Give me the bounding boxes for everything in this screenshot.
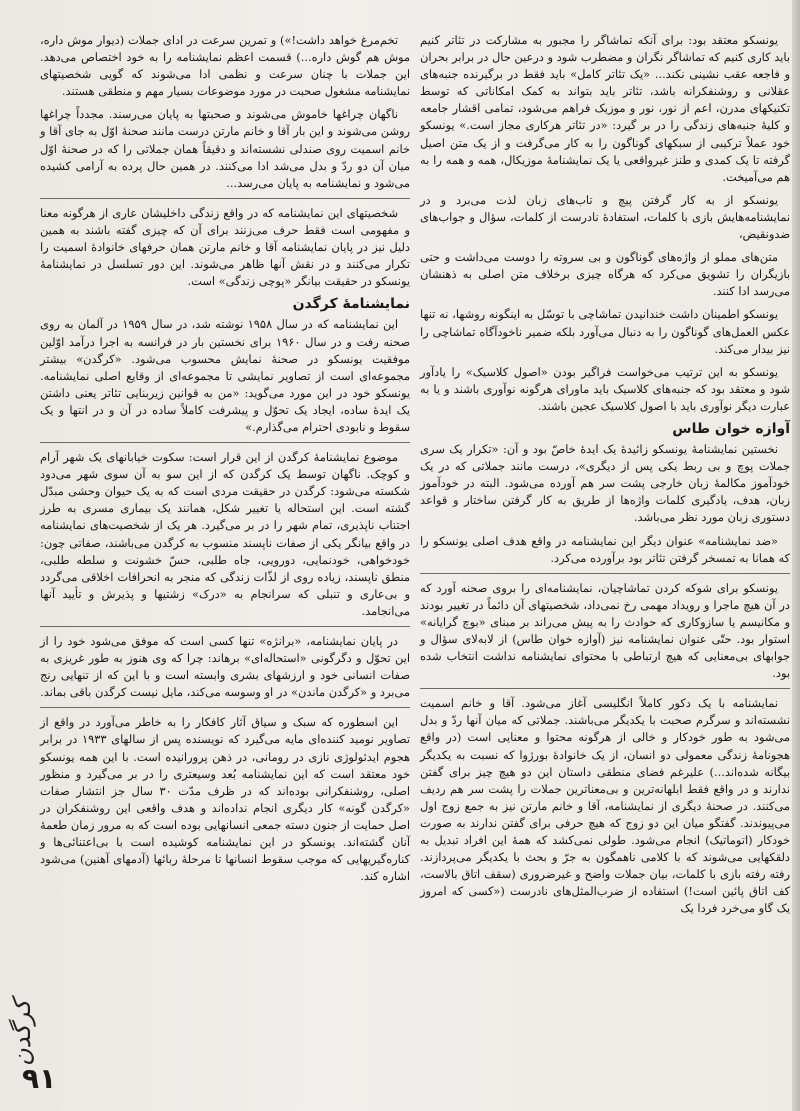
left-column [40,32,410,891]
magazine-logo: کرگدن [8,1000,36,1067]
paragraph: موضوع نمایشنامهٔ کرگدن از این قرار است: سکوت خیابانهای یک شهر آرام و کوچک. ناگهان توسط یک کرگدن که از این سو به آن سوی شهر می‌دود شکسته می‌شود: کرگدن در حقیقت مردی است که به یک حیوان وحشی مبدّل گشته است. این استحاله یا تغییر شکل، همانند یک بیماری مسری به طرز اجتناب ناپذیری، تمام شهر را در بر می‌گیرد. هر یک از شخصیت‌های نمایشنامه در واقع بیانگر یکی از صفات ناپسند منسوب به کرگدن می‌باشند، صفاتی چون: خودخواهی، خودنمایی، دورویی، جاه طلبی، حسّ خشونت و سلطه طلبی، منطق ناپسند، زیاده روی از لذّات زندگی که منجر به انحرافات اخلاقی می‌گردد و بی‌عاری و تنبلی که سرانجام به «درک» زشتیها و پذیرش و تأیید آنها می‌انجامد. [40,450,410,618]
page-number: ۹۱ [22,1062,57,1095]
paragraph: یونسکو به این ترتیب می‌خواست فراگیر بودن «اصول کلاسیک» را یادآور شود و معتقد بود که جنبه‌های کلاسیک باید ماورای هرگونه نوآوری باشند و یا به عبارت دیگر نوآوری باید با اصول کلاسیک عجین باشند. [420,364,790,413]
divider [420,688,790,689]
paragraph: نمایشنامه با یک دکور کاملاً انگلیسی آغاز می‌شود. آقا و خانم اسمیت نشسته‌اند و سرگرم صحبت با یکدیگر می‌باشند. جملاتی که میان آنها ردّ و بدل می‌شود به طور خودکار و خالی از هرگونه محتوا و معنایی است (در واقع هجونامهٔ زندگی معمولی دو انسان، از یک خانوادهٔ بورژوا که نسبت به یکدیگر بیگانه شده‌اند...) علیرغم فضای منطقی داستان این دو هیچ چیز برای گفتن ندارند و در واقع فقط ابلهانه‌ترین و بی‌معناترین جملات را پشت سر هم ردیف می‌کنند. در صحنهٔ دیگری از نمایشنامه، آقا و خانم مارتن نیز به جمع زوج اول می‌پیوندند. گفتگو میان این دو زوج که هیچ حرفی برای گفتن ندارند به صورت خودکار (اتوماتیک) انجام می‌شود. طولی نمی‌کشد که همهٔ این افراد تبدیل به دلقکهایی می‌شوند که با کلامی ناهمگون به جرّ و بحث با یکدیگر می‌پردازند. رفته رفته بازی با کلمات، بیان جملات واضح و غیرضروری (سقف اتاق بالاست، کف اتاق پائین است!) استفاده از ضرب‌المثل‌های نادرست («کسی که امروز یک گاو می‌خرد فردا یک [420,696,790,916]
paragraph: یونسکو برای شوکه کردن تماشاچیان، نمایشنامه‌ای را بروی صحنه آورد که در آن هیچ ماجرا و رویداد مهمی رخ نمی‌داد، شخصیتهای آن دائماً در تغییر بودند و مکانیسم یا سازوکاری که حوادث را به پیش می‌راند بر مبنای «بوچ گرایانه» استوار بود. حتّی عنوان نمایشنامه نیز (آوازه خوان طاس) از لابه‌لای سؤال و جوابهای بی‌معنایی که هیچ ارتباطی با محتوای نمایشنامه نداشت انتخاب شده بود. [420,580,790,681]
section-heading-rhinoceros: نمایشنامهٔ کرگدن [292,296,410,313]
paragraph: «ضد نمایشنامه» عنوان دیگر این نمایشنامه در واقع هدف اصلی یونسکو را که همانا به تمسخر گرفتن تئاتر بود برآورده می‌کرد. [420,533,790,565]
right-column [420,32,790,924]
paragraph: یونسکو اطمینان داشت خندانیدن تماشاچی با توسّل به اینگونه روشها، نه تنها عکس العمل‌های گوناگون را به دنبال می‌آورد بلکه ضمیر ناخودآگاه تماشاچی را نیز بیدار می‌کند. [420,307,790,356]
paragraph: نخستین نمایشنامهٔ یونسکو زائیدهٔ یک ایدهٔ خاصّ بود و آن: «تکرار یک سری جملات پوچ و بی ربط یکی پس از دیگری»، درست مانند جملاتی که در یک خودآموز مکالمهٔ زبان خارجی پشت سر هم آورده می‌شود. البته در خودآموز زبان، هدف، یادگیری کلمات واژه‌ها از طریق به کار گرفتن ساختار و قواعد دستوری زبان مورد نظر می‌باشد. [420,442,790,525]
divider [40,198,410,199]
section-heading-bald-soprano: آوازه خوان طاس [672,420,790,437]
paragraph: یونسکو از به کار گرفتن پیچ و تاب‌های زبان لذت می‌برد و در نمایشنامه‌هایش بازی با کلمات، استفادهٔ نادرست از کلمات، سؤال و جواب‌های ضدونقیض، [420,192,790,242]
paragraph: در پایان نمایشنامه، «برانژه» تنها کسی است که موفق می‌شود خود را از این تحوّل و دگرگونی «استحاله‌ای» برهاند: چرا که وی هنوز به طور غریزی به صفات انسانی خود و ارزشهای بشری وابسته است و با این که از تنهایی رنج می‌برد و «کرگدن ماندن» در او وسوسه می‌کند، مایل نیست کرگدن باقی بماند. [40,634,410,700]
paragraph: این نمایشنامه که در سال ۱۹۵۸ نوشته شد، در سال ۱۹۵۹ در آلمان به روی صحنه رفت و در سال ۱۹۶۰ برای نخستین بار در فرانسه به اجرا درآمد اوّلین موفقیت یونسکو در صحنهٔ نمایش محسوب می‌شود. «کرگدن» بیشتر مجموعه‌ای است از تصاویر نمایشی تا مجموعه‌ای از وقایع اصلی نمایشنامه. یونسکو خود در این مورد می‌گوید: «من به قوانین زیربنایی تئاتر یعنی داشتن یک ایدهٔ ساده، ایجاد یک تحوّل و پیشرفت کاملاً ساده در آن و در انتها و یک سقوط و نابودی احترام می‌گذارم.» [40,317,410,434]
page-edge-shadow [792,0,800,1111]
divider [420,573,790,574]
paragraph: ناگهان چراغها خاموش می‌شوند و صحبتها به پایان می‌رسند. مجدداً چراغها روشن می‌شوند و این بار آقا و خانم مارتن درست مانند صحنهٔ اوّل به جای آقا و خانم اسمیت روی صندلی نشسته‌اند و دقیقاً همان جملاتی را که در صحنهٔ اوّل میان آن دو ردّ و بدل می‌شد ادا می‌کنند. در همین حال پرده به آرامی کشیده می‌شود و نمایشنامه به پایان می‌رسد... [40,107,410,190]
divider [40,626,410,627]
divider [40,707,410,708]
paragraph: یونسکو معتقد بود: برای آنکه تماشاگر را مجبور به مشارکت در تئاتر کنیم باید کاری کنیم که تماشاگر نگران و مضطرب شود و درعین حال در برابر بحران و فاجعه عقب نشینی نکند... «یک تئاتر کامل» باید فقط در برگیرنده جنبه‌های عقلانی و روشنفکرانه باشد، تئاتر باید بتواند به کمک امکاناتی که توسط تکنیکهای مدرن، اعم از نور، نور و موزیک فراهم می‌شود، تمامی اقشار جامعه و کلیهٔ جنبه‌های زندگی را در بر گیرد: «در تئاتر هرکاری مجاز است.» یونسکو خود عملاً ترکیبی از سبکهای گوناگون را به کار می‌گرفت و از یک متن اصیل گرفته تا یک کمدی و طنز غیرواقعی یا یک نمایشنامهٔ موزیکال، همه و همه را به هم می‌آمیخت. [420,33,790,184]
paragraph: تخم‌مرغ خواهد داشت!») و تمرین سرعت در ادای جملات (دیوار موش داره، موش هم گوش داره...) قسمت اعظم نمایشنامه را به خود اختصاص می‌دهد. این جملات با چنان سرعت و نظمی ادا می‌شوند که گویی شخصیتهای نمایشنامه مشغول صحبت در مورد موضوعات بسیار مهم و منطقی هستند. [40,33,410,99]
paragraph: شخصیتهای این نمایشنامه که در واقع زندگی داخلیشان عاری از هرگونه معنا و مفهومی است فقط حرف می‌زنند برای آن که چیزی گفته باشند به همین دلیل نیز در پایان نمایشنامه آقا و خانم مارتن همان حرفهای خانوادهٔ اسمیت را تکرار می‌کنند و در نقش آنها ظاهر می‌شوند. این دور تسلسل در نمایشنامهٔ یونسکو در حقیقت بیانگر «پوچی زندگی» است. [40,205,410,289]
divider [40,442,410,443]
paragraph: این اسطوره که سبک و سیاق آثار کافکار را به خاطر می‌آورد در واقع از تصاویر نومید کننده‌ای مایه می‌گیرد که نویسنده پس از سالهای ۱۹۳۳ در برابر هجوم ایدئولوژی نازی در رومانی، در ذهن پرورانیده است. با این همه یونسکو خود معتقد است که این نمایشنامه بُعد وسیعتری را در بر می‌گیرد و منظور اصلی، روشنفکرانی بوده‌اند که در ظرف مدّت ۳۰ سال جز انتشار صفات «کرگدن گونه» کار دیگری انجام نداده‌اند و هدف واقعی این روشنفکران در اصل حمایت از جنون دسته جمعی انسانهایی بوده است که به مرور زمان طعمهٔ آنان گشته‌اند. یونسکو در این نمایشنامه کوشیده است با بی‌اعتنائی‌ها و کناره‌گیریهایی که موجب سقوط انسانها تا مرحلهٔ ربائها (آدمهای آهنین) می‌شود اشاره کند. [40,715,410,884]
paragraph: متن‌های مملو از واژه‌های گوناگون و بی سروته را دوست می‌داشت و حتی بازیگران را تشویق می‌کرد که هرگاه چیزی برخلاف متن اصلی به ذهنشان می‌رسد ادا کنند. [420,250,790,299]
